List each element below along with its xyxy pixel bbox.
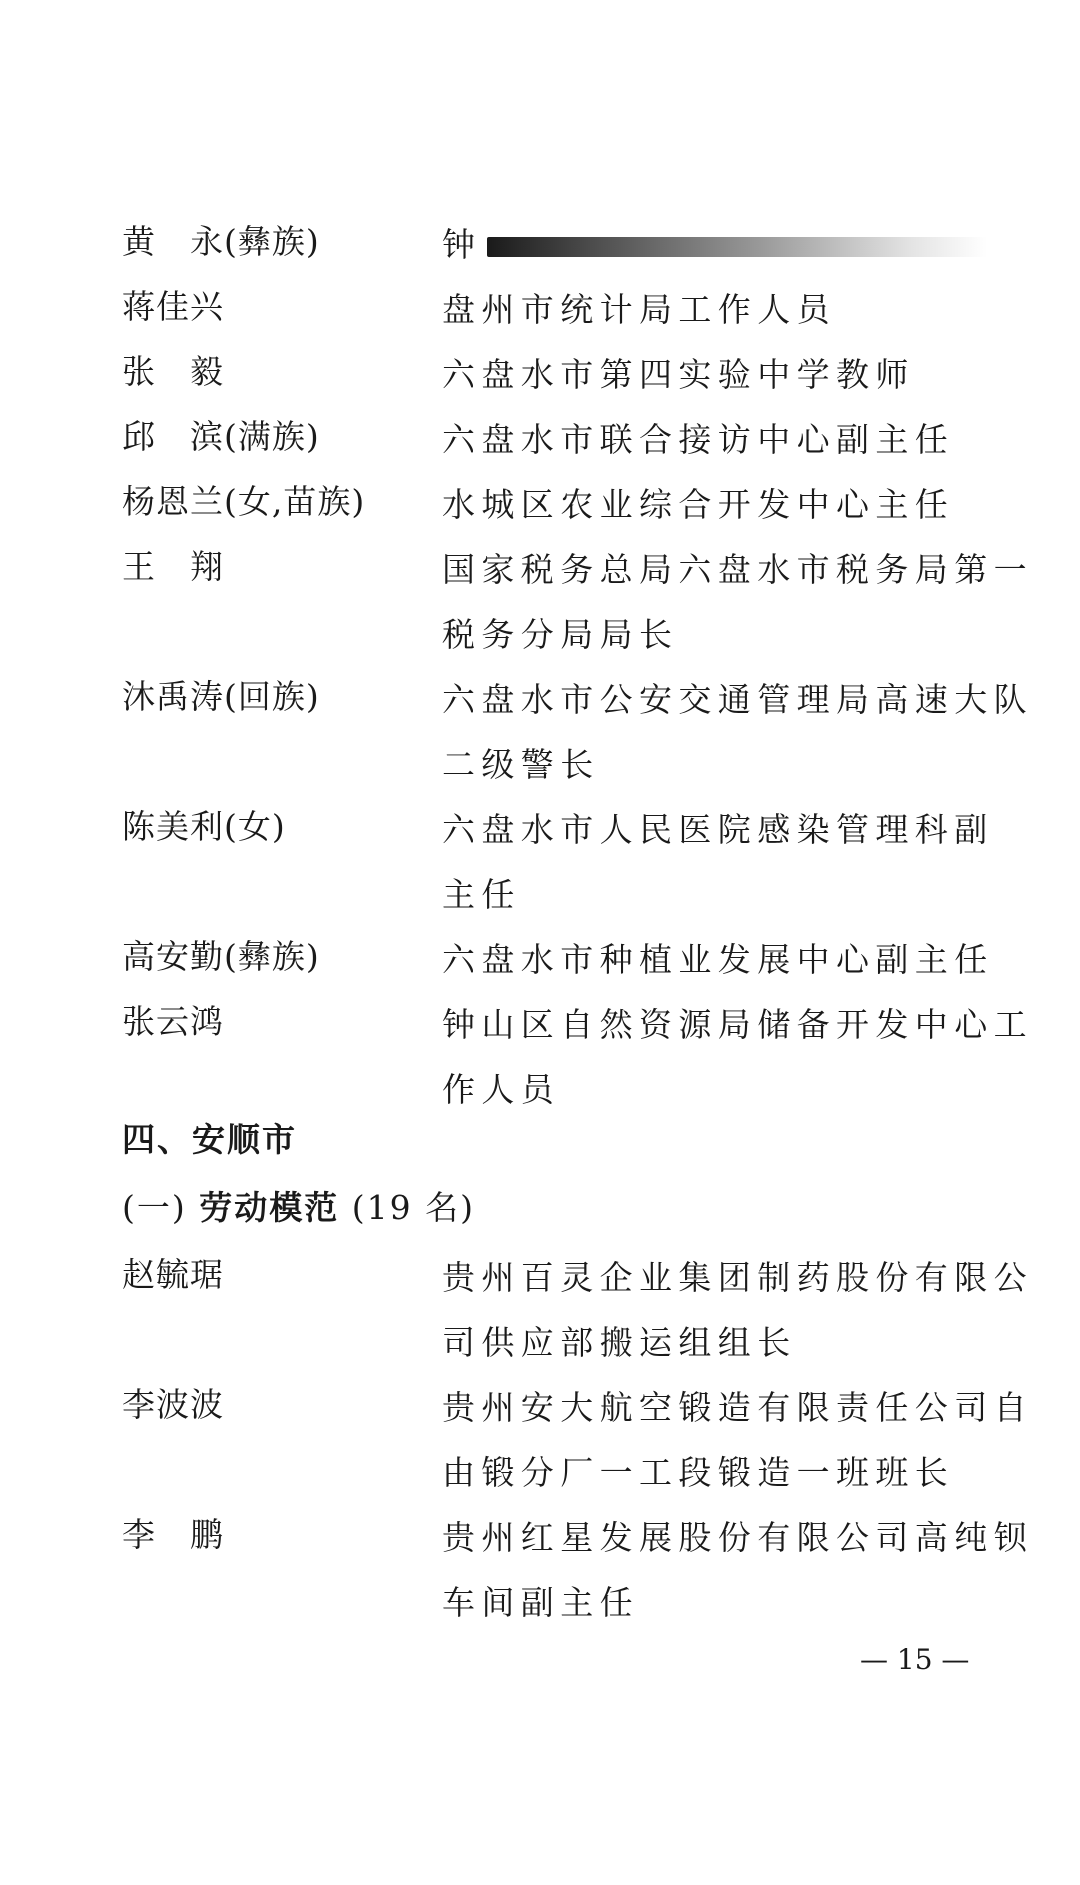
- title-line: 主任: [442, 875, 521, 914]
- title-line: 税务分局局长: [442, 615, 679, 654]
- person-title: 六盘水市联合接访中心副主任: [442, 420, 955, 459]
- list-item: [122, 992, 1033, 1109]
- person-title: [442, 667, 1033, 797]
- list-item: [122, 342, 1022, 402]
- person-name: 黄 永(彝族): [122, 222, 320, 261]
- person-title: [442, 992, 1033, 1122]
- title-line: 司供应部搬运组组长: [442, 1323, 797, 1362]
- person-name: 邱 滨(满族): [122, 417, 320, 456]
- person-title: [442, 797, 1022, 927]
- list-item: [122, 277, 1022, 337]
- person-title: [442, 1505, 1033, 1635]
- sub-heading-label: 劳动模范: [199, 1188, 340, 1227]
- sub-heading: [122, 1178, 475, 1238]
- list-item: [122, 1245, 1033, 1362]
- title-line: 贵州安大航空锻造有限责任公司自: [442, 1388, 1033, 1427]
- person-title: 钟: [442, 212, 1022, 277]
- person-name: 张云鸿: [122, 1002, 224, 1041]
- person-title: [442, 1245, 1033, 1375]
- person-name: 李 鹏: [122, 1515, 224, 1554]
- person-name: 张 毅: [122, 352, 224, 391]
- redaction-bar: [487, 237, 987, 257]
- list-item: [122, 472, 1022, 532]
- person-title: 六盘水市种植业发展中心副主任: [442, 940, 994, 979]
- person-title: 盘州市统计局工作人员: [442, 290, 836, 329]
- page-number: — 15 —: [860, 1643, 970, 1676]
- sub-heading-count: (19 名): [351, 1188, 475, 1227]
- title-line: 钟山区自然资源局储备开发中心工: [442, 1005, 1033, 1044]
- list-item: [122, 797, 1022, 914]
- title-line: 贵州百灵企业集团制药股份有限公: [442, 1258, 1033, 1297]
- person-name: 蒋佳兴: [122, 287, 224, 326]
- list-item: [122, 1505, 1033, 1622]
- title-line: 二级警长: [442, 745, 600, 784]
- list-item: [122, 407, 1022, 467]
- list-item: [122, 927, 1022, 987]
- title-line: 国家税务总局六盘水市税务局第一: [442, 550, 1033, 589]
- list-item: [122, 667, 1033, 784]
- sub-heading-prefix: (一): [122, 1188, 187, 1227]
- person-name: 高安勤(彝族): [122, 937, 320, 976]
- title-line: 贵州红星发展股份有限公司高纯钡: [442, 1518, 1033, 1557]
- title-line: 作人员: [442, 1070, 561, 1109]
- person-name: 赵毓琚: [122, 1255, 224, 1294]
- person-title: 六盘水市第四实验中学教师: [442, 355, 915, 394]
- person-name: 王 翔: [122, 547, 224, 586]
- title-line: 车间副主任: [442, 1583, 639, 1622]
- person-title: [442, 537, 1033, 667]
- title-line: 由锻分厂一工段锻造一班班长: [442, 1453, 955, 1492]
- list-item: [122, 1375, 1033, 1492]
- person-name: 杨恩兰(女,苗族): [122, 482, 366, 521]
- person-name: 沐禹涛(回族): [122, 677, 320, 716]
- list-item: [122, 212, 1022, 272]
- person-name: 李波波: [122, 1385, 224, 1424]
- person-title: [442, 1375, 1033, 1505]
- person-title: 水城区农业综合开发中心主任: [442, 485, 955, 524]
- person-name: 陈美利(女): [122, 807, 286, 846]
- list-item: [122, 537, 1033, 654]
- title-line: 六盘水市人民医院感染管理科副: [442, 810, 994, 849]
- section-heading: 四、安顺市: [122, 1120, 297, 1159]
- title-line: 六盘水市公安交通管理局高速大队: [442, 680, 1033, 719]
